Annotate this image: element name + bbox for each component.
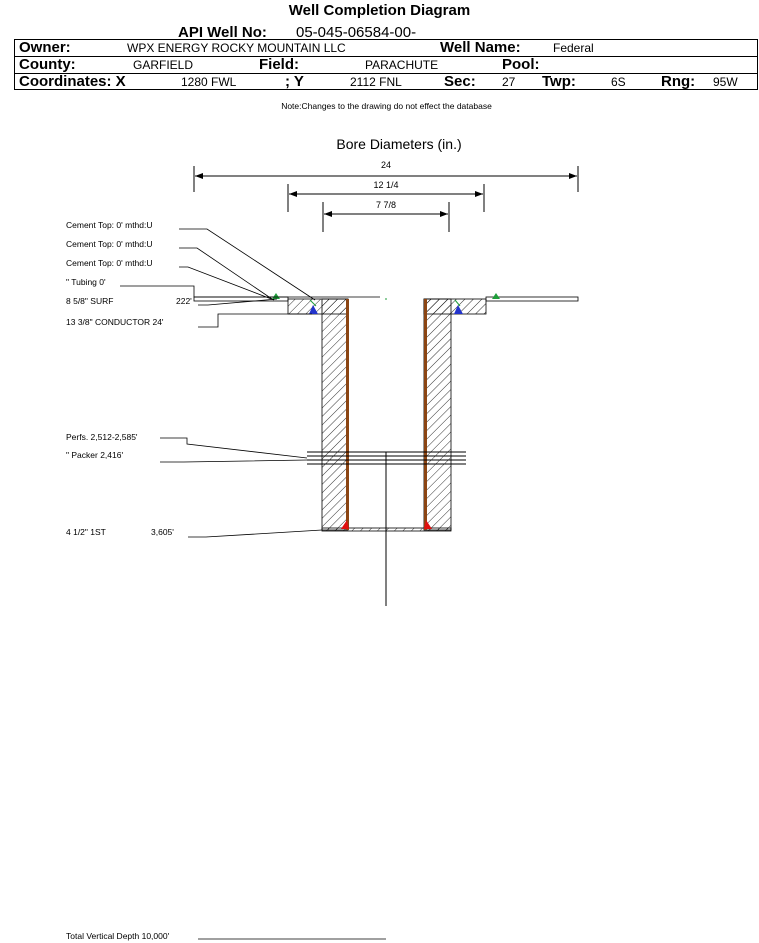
api-well-no-label: API Well No:: [178, 24, 267, 41]
sec-value: 27: [502, 75, 516, 89]
packer-label: " Packer 2,416': [66, 450, 124, 460]
well-name-value: Federal: [553, 41, 594, 55]
pool-label: Pool:: [502, 56, 540, 73]
cement-top-label-1: Cement Top: 0' mthd:U: [66, 220, 153, 230]
county-label: County:: [19, 56, 76, 73]
diagram-title: Well Completion Diagram: [288, 2, 471, 19]
bore-diameters-title: Bore Diameters (in.): [336, 136, 462, 152]
county-value: GARFIELD: [133, 58, 194, 72]
api-well-no-value: 05-045-06584-00-: [296, 24, 417, 41]
coordinates-x-value: 1280 FWL: [181, 75, 237, 89]
diameter-12-1-4-label: 12 1/4: [373, 180, 399, 190]
surface-casing-depth: 222': [176, 296, 192, 306]
diameter-24-label: 24: [380, 160, 392, 170]
owner-value: WPX ENERGY ROCKY MOUNTAIN LLC: [127, 41, 346, 55]
perforations-label: Perfs. 2,512-2,585': [66, 432, 138, 442]
casing-wall-right: [424, 299, 427, 530]
field-label: Field:: [259, 56, 299, 73]
sec-label: Sec:: [444, 73, 476, 90]
coordinates-y-label: ; Y: [285, 73, 304, 90]
field-value: PARACHUTE: [365, 58, 439, 72]
diameter-7-7-8-dimension: [323, 200, 449, 232]
rng-value: 95W: [713, 75, 738, 89]
twp-label: Twp:: [542, 73, 576, 90]
first-string-depth: 3,605': [151, 527, 174, 537]
database-note: Note:Changes to the drawing do not effect the database: [281, 101, 492, 111]
coordinates-x-label: Coordinates: X: [19, 73, 126, 90]
total-vertical-depth-label: Total Vertical Depth 10,000': [66, 931, 170, 941]
twp-value: 6S: [611, 75, 626, 89]
well-name-label: Well Name:: [440, 39, 521, 56]
owner-label: Owner:: [19, 39, 71, 56]
rng-label: Rng:: [661, 73, 696, 90]
cement-top-label-3: Cement Top: 0' mthd:U: [66, 258, 153, 268]
coordinates-y-value: 2112 FNL: [350, 75, 402, 89]
conductor-label: 13 3/8" CONDUCTOR 24': [66, 317, 164, 327]
left-labels: [66, 220, 192, 941]
first-string-label: 4 1/2" 1ST: [66, 527, 106, 537]
casing-wall-left: [346, 299, 349, 530]
cement-top-label-2: Cement Top: 0' mthd:U: [66, 239, 153, 249]
surface-casing-label: 8 5/8" SURF: [66, 296, 114, 306]
diameter-7-7-8-label: 7 7/8: [375, 200, 397, 210]
tubing-label: " Tubing 0': [66, 277, 106, 287]
